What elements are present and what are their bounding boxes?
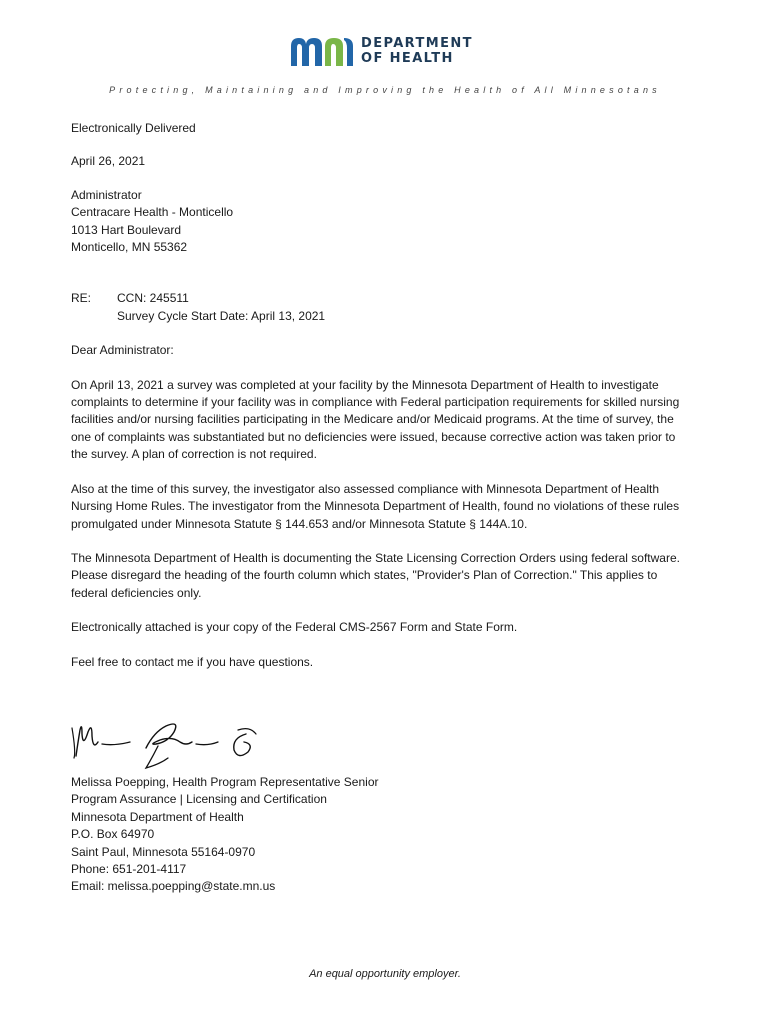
recipient-title: Administrator xyxy=(71,187,142,202)
sender-email: Email: melissa.poepping@state.mn.us xyxy=(71,879,276,894)
paragraph-5: Feel free to contact me if you have questions. xyxy=(71,654,314,669)
re-ccn: CCN: 245511 xyxy=(117,291,189,306)
sender-phone: Phone: 651-201-4117 xyxy=(71,862,187,877)
sender-po-box: P.O. Box 64970 xyxy=(71,827,155,842)
paragraph-4: Electronically attached is your copy of the Federal CMS-2567 Form and State Form. xyxy=(71,620,518,635)
re-label: RE: xyxy=(71,291,92,306)
logo-line-2: OF HEALTH xyxy=(361,51,454,66)
delivery-method: Electronically Delivered xyxy=(71,121,196,135)
mn-logo-icon xyxy=(289,34,355,68)
paragraph-1: On April 13, 2021 a survey was completed at your facility by the Minnesota Department of Health to investigate complaints to determine if your facility was in compliance with Federal participation requirements for skilled nursing facilities and/or nursing facilities participating in the Medicare and/or Medicaid programs. At the time of survey, the one of complaints was substantiated but no deficiencies were issued, because corrective action was taken prior to the survey. A plan of correction is not required. xyxy=(71,377,680,462)
tagline: Protecting, Maintaining and Improving the Health of All Minnesotans xyxy=(109,85,661,95)
paragraph-2: Also at the time of this survey, the investigator also assessed compliance with Minnesota Department of Health Nursing Home Rules. The investigator from the Minnesota Department of Health, found no violations of these rules promulgated under Minnesota Statute § 144.653 and/or Minnesota Statute § 144A.10. xyxy=(71,481,680,531)
handwritten-signature xyxy=(68,712,268,772)
sender-unit: Program Assurance | Licensing and Certification xyxy=(71,792,327,807)
re-block xyxy=(71,290,691,325)
letter-body xyxy=(71,120,691,671)
sender-name-title: Melissa Poepping, Health Program Representative Senior xyxy=(71,775,379,789)
recipient-street: 1013 Hart Boulevard xyxy=(71,222,182,237)
paragraph-3: The Minnesota Department of Health is documenting the State Licensing Correction Orders using federal software. Please disregard the heading of the fourth column which states, "Provider's Plan of Correction." This applies to federal deficiencies only. xyxy=(71,550,680,600)
recipient-city: Monticello, MN 55362 xyxy=(71,240,188,255)
recipient-address xyxy=(71,187,691,257)
letterhead xyxy=(0,30,770,74)
logo-line-1: DEPARTMENT xyxy=(361,36,473,51)
sender-signature-block xyxy=(71,774,379,896)
logo-wordmark xyxy=(361,36,473,66)
recipient-facility: Centracare Health - Monticello xyxy=(71,205,234,220)
sender-city: Saint Paul, Minnesota 55164-0970 xyxy=(71,844,256,859)
re-survey-cycle: Survey Cycle Start Date: April 13, 2021 xyxy=(117,308,326,323)
mdh-logo xyxy=(289,34,489,70)
footer-statement: An equal opportunity employer. xyxy=(309,968,461,980)
salutation: Dear Administrator: xyxy=(71,343,174,358)
sender-agency: Minnesota Department of Health xyxy=(71,809,244,824)
letter-date: April 26, 2021 xyxy=(71,154,146,169)
